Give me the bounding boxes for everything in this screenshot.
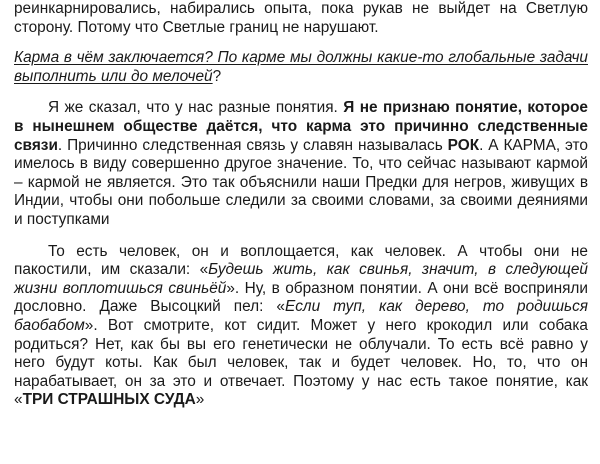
reincarnation-bold-three-courts: ТРИ СТРАШНЫХ СУДА <box>22 391 196 409</box>
answer-bold-rok: РОК <box>447 136 480 154</box>
reincarnation-middle-2: ». Вот смотрите, кот сидит. Может у него крокодил или собака родиться? Нет, как бы вы его генетически не облучали. То есть всё равно у него будут коты. Как был человек, так и будет человек. Но, то, что он нарабатывает, он за это и отвечает. Поэтому у нас есть такое понятие, как « <box>14 316 588 409</box>
paragraph-reincarnation <box>14 243 588 410</box>
reincarnation-lead: То есть человек, он и воплощается, как человек. А чтобы они не пакостили, им сказали: « <box>14 242 588 279</box>
document-page <box>14 0 588 410</box>
answer-middle: . Причинно следственная связь у славян называлась <box>57 136 448 154</box>
paragraph-intro <box>14 0 588 37</box>
reincarnation-end: » <box>195 391 205 409</box>
answer-bold-statement: Я не признаю понятие, которое в нынешнем обществе даётся, что карма это причинно следственные связи <box>14 99 588 154</box>
paragraph-answer-karma <box>14 99 588 229</box>
reincarnation-quote-pig: Будешь жить, как свинья, значит, в следующей жизни воплотишься свиньёй <box>14 261 588 297</box>
question-text: Карма в чём заключается? По карме мы должны какие-то глобальные задачи выполнить или до мелочей <box>14 49 588 85</box>
answer-tail: . А КАРМА, это имелось в виду совершенно другое значение. То, что сейчас называют кармой – кармой не является. Это так объяснили наши Предки для негров, живущих в Индии, чтобы они побольше следили за своими словами, за своими деяниями и поступками <box>14 136 588 228</box>
question-paragraph <box>14 49 588 86</box>
reincarnation-quote-vysotsky: Если туп, как дерево, то родишься баобабом <box>14 298 588 334</box>
answer-lead: Я же сказал, что у нас разные понятия. <box>48 99 344 117</box>
paragraph-intro-text: реинкарнировались, набирались опыта, пока рукав не выйдет на Светлую сторону. Потому что Светлые границ не нарушают. <box>14 0 588 36</box>
question-mark: ? <box>212 67 222 85</box>
reincarnation-middle-1: ». Ну, в образном понятии. А они всё восприняли дословно. Даже Высоцкий пел: « <box>14 279 588 316</box>
